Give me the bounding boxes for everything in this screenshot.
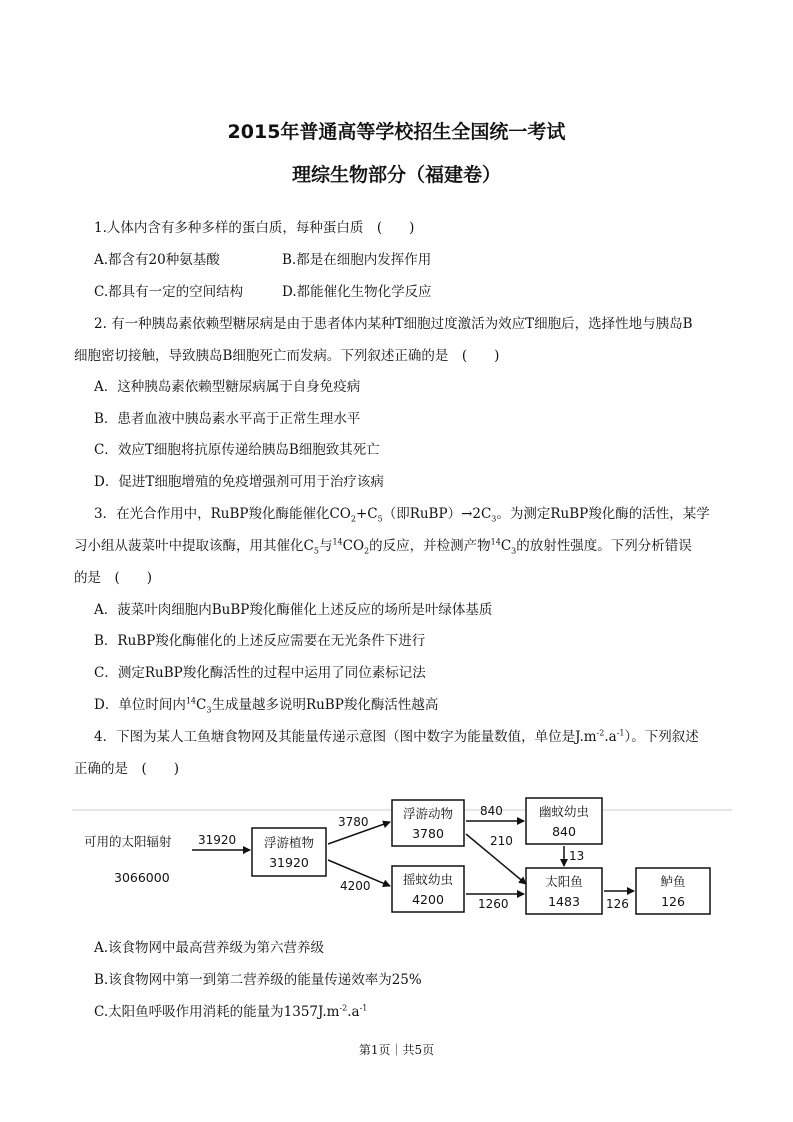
q1-stem: 1.人体内含有多种多样的蛋白质，每种蛋白质 ( ) [94,220,415,236]
document-title: 2015年普通高等学校招生全国统一考试 [227,121,566,143]
solar-radiation-label: 可用的太阳辐射 [84,834,172,849]
zooplankton-name: 浮游动物 [402,806,454,821]
q2-stem-line2: 细胞密切接触，导致胰岛B细胞死亡而发病。下列叙述正确的是 ( ) [74,348,500,364]
q2-option-a: A．这种胰岛素依赖型糖尿病属于自身免疫病 [94,379,361,395]
q4-option-a: A.该食物网中最高营养级为第六营养级 [94,940,325,956]
q1-option-a: A.都含有20种氨基酸 [94,252,220,268]
q2-stem-line1: 2. 有一种胰岛素依赖型糖尿病是由于患者体内某种T细胞过度激活为效应T细胞后，选择性地与胰岛B [94,316,693,332]
q1-option-c: C.都具有一定的空间结构 [94,284,244,300]
q1-options-cd [94,283,432,301]
q3-option-a: A．菠菜叶肉细胞内BuBP羧化酶催化上述反应的场所是叶绿体基质 [94,602,493,618]
q1-option-d: D.都能催化生物化学反应 [282,284,432,300]
q4-option-b: B.该食物网中第一到第二营养级的能量传递效率为25% [94,972,422,988]
flow-mosquito-sunfish: 13 [569,849,585,863]
flow-zoo-mosquito: 840 [480,804,503,818]
q3-option-c: C．测定RuBP羧化酶活性的过程中运用了同位素标记法 [94,665,426,681]
flow-phyto-midge: 4200 [340,879,371,893]
q1-option-b: B.都是在细胞内发挥作用 [282,252,432,268]
q3-stem-line3: 的是 ( ) [74,570,153,586]
mosquito-larvae-name: 幽蚊幼虫 [538,804,590,819]
flow-midge-sunfish: 1260 [478,897,509,911]
flow-phyto-zoo: 3780 [338,815,369,829]
q3-stem-line2: 习小组从菠菜叶中提取该酶，用其催化$C_5$与$^{14}CO_2$的反应，并检测产物$^{14}C_3$的放射性强度。下列分析错误 [74,537,692,556]
q3-option-b: B．RuBP羧化酶催化的上述反应需要在无光条件下进行 [94,633,426,649]
midge-larvae-name: 摇蚊幼虫 [402,872,454,887]
flow-zoo-sunfish: 210 [490,834,513,848]
q4-stem-line1: 4．下图为某人工鱼塘食物网及其能量传递示意图（图中数字为能量数值，单位是$J.m^{-2}.a^{-1}$）。下列叙述 [94,728,699,745]
midge-larvae-value: 4200 [412,892,444,907]
q3-stem-line1: 3．在光合作用中，RuBP羧化酶能催化$CO_2+C_5$（即$RuBP)\to 2C_3$。为测定RuBP羧化酶的活性，某学 [94,506,710,524]
q3-option-d: D．单位时间内$^{14}C_3$生成量越多说明RuBP羧化酶活性越高 [94,696,439,715]
document-subtitle: 理综生物部分（福建卷） [291,164,501,186]
page-footer: 第1页｜共5页 [358,1043,435,1057]
flow-sunfish-perch: 126 [606,897,629,911]
perch-name: 鲈鱼 [660,874,686,889]
zooplankton-value: 3780 [412,826,444,841]
phytoplankton-value: 31920 [269,855,309,870]
q4-stem-line2: 正确的是 ( ) [74,761,180,777]
q2-option-b: B．患者血液中胰岛素水平高于正常生理水平 [94,411,361,427]
mosquito-larvae-value: 840 [552,824,576,839]
sunfish-name: 太阳鱼 [545,874,583,889]
phytoplankton-name: 浮游植物 [263,835,315,850]
q1-options-ab [94,251,431,269]
solar-radiation-value: 3066000 [114,870,170,885]
food-web-diagram [72,790,732,922]
flow-source-phyto: 31920 [198,833,237,847]
q4-option-c: C.太阳鱼呼吸作用消耗的能量为$1357J.m^{-2}.a^{-1}$ [94,1003,368,1020]
perch-value: 126 [661,894,685,909]
q2-option-c: C．效应T细胞将抗原传递给胰岛B细胞致其死亡 [94,442,380,458]
sunfish-value: 1483 [548,894,580,909]
q2-option-d: D．促进T细胞增殖的免疫增强剂可用于治疗该病 [94,474,384,490]
